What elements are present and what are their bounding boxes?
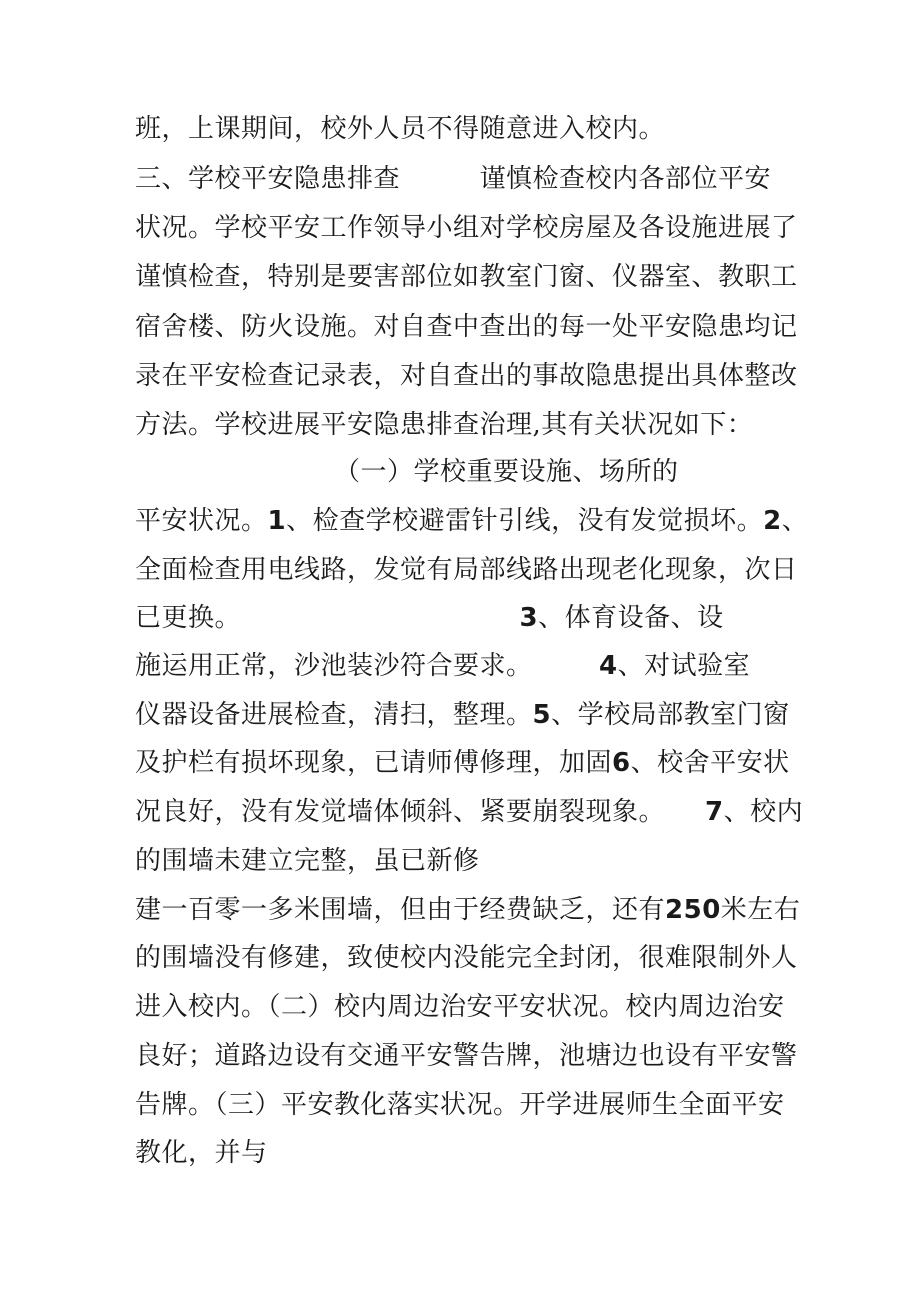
text-line-19: 进入校内。（二）校内周边治安平安状况。校内周边治安	[135, 992, 785, 1022]
text-line-6: 录在平安检查记录表，对自查出的事故隐患提出具体整改	[135, 361, 798, 391]
text-line-20: 良好；道路边设有交通平安警告牌，池塘边也设有平安警	[135, 1041, 798, 1071]
text-line-9: 平安状况。1、检查学校避雷针引线，没有发觉损坏。2、	[135, 506, 809, 536]
text-line-3: 状况。学校平安工作领导小组对学校房屋及各设施进展了	[135, 213, 798, 243]
text-line-12: 施运用正常，沙池装沙符合要求。 4、对试验室	[135, 651, 751, 681]
text-line-7: 方法。学校进展平安隐患排查治理,其有关状况如下：	[135, 410, 754, 440]
text-line-14: 及护栏有损坏现象，已请师傅修理，加固6、校舍平安状	[135, 748, 790, 778]
text-line-8: （一）学校重要设施、场所的	[135, 457, 679, 487]
text-line-11: 已更换。 3、体育设备、设	[135, 603, 724, 633]
text-line-1: 班，上课期间，校外人员不得随意进入校内。	[135, 114, 666, 144]
text-line-18: 的围墙没有修建，致使校内没能完全封闭，很难限制外人	[135, 943, 798, 973]
text-line-22: 教化，并与	[135, 1138, 268, 1168]
text-line-10: 全面检查用电线路，发觉有局部线路出现老化现象，次日	[135, 555, 798, 585]
text-line-16: 的围墙未建立完整，虽已新修	[135, 846, 480, 876]
text-line-5: 宿舍楼、防火设施。对自查中查出的每一处平安隐患均记	[135, 312, 798, 342]
text-line-21: 告牌。（三）平安教化落实状况。开学进展师生全面平安	[135, 1090, 785, 1120]
text-line-2: 三、学校平安隐患排查 谨慎检查校内各部位平安	[135, 164, 772, 194]
text-line-17: 建一百零一多米围墙，但由于经费缺乏，还有250米左右	[135, 895, 801, 925]
text-line-15: 况良好，没有发觉墙体倾斜、紧要崩裂现象。 7、校内	[135, 797, 804, 827]
text-line-4: 谨慎检查，特别是要害部位如教室门窗、仪器室、教职工	[135, 262, 798, 292]
text-line-13: 仪器设备进展检查，清扫，整理。5、学校局部教室门窗	[135, 700, 790, 730]
